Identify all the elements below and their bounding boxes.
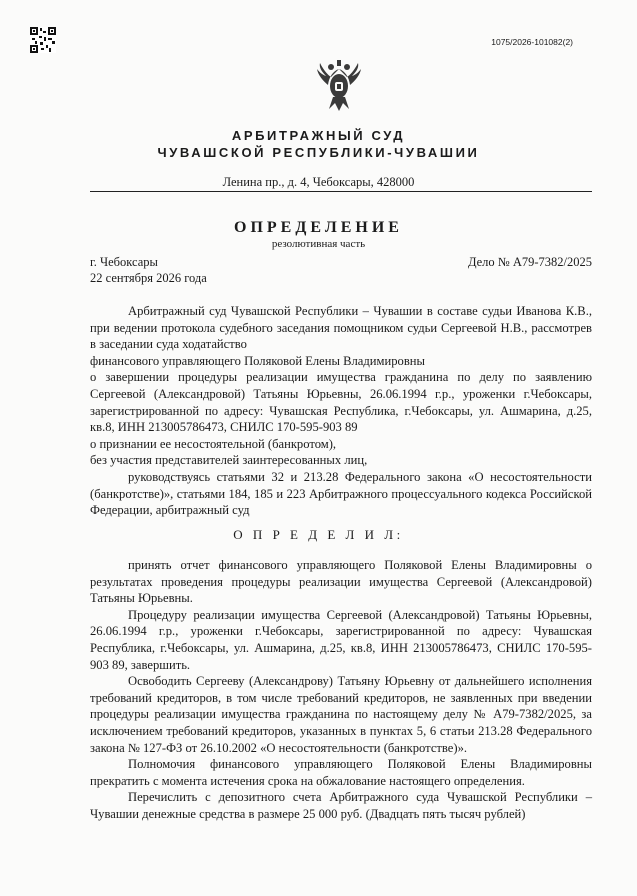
document-subtitle: резолютивная часть (271, 238, 366, 250)
intro-paragraph: финансового управляющего Поляковой Елены Владимировны (90, 353, 425, 368)
city: г. Чебоксары (90, 255, 158, 269)
intro-paragraph: о признании ее несостоятельной (банкротом), (90, 436, 337, 451)
court-address: Ленина пр., д. 4, Чебоксары, 428000 (222, 175, 415, 189)
decided-heading: О П Р Е Д Е Л И Л: (233, 527, 404, 542)
header-divider (90, 191, 592, 192)
qr-code-icon (30, 27, 56, 53)
intro-paragraph: Арбитражный суд Чувашской Республики – Чувашии в составе судьи Иванова К.В., при ведении протокола судебного заседания помощником судьи Сергеевой Н.В., рассмотрев в заседании суда ходатайство (90, 304, 592, 352)
ruling-paragraph: Перечислить с депозитного счета Арбитражного суда Чувашской Республики – Чувашии денежные средства в размере 25 000 руб. (Двадцать пять тысяч рублей) (90, 790, 592, 821)
coat-of-arms-icon (315, 59, 363, 113)
ruling-paragraph: Процедуру реализации имущества Сергеевой (Александровой) Татьяны Юрьевны, 26.06.1994 г.р., уроженки г.Чебоксары, зарегистрированной по адресу: Чувашская Республика, г.Чебоксары, ул. Ашмарина, д.25, кв.8, ИНН 213005786473, СНИЛС 170-595-903 89, завершить. (90, 607, 592, 672)
case-number: Дело № А79-7382/2025 (467, 255, 592, 269)
court-name-line2: ЧУВАШСКОЙ РЕСПУБЛИКИ-ЧУВАШИИ (157, 145, 480, 160)
document-title: ОПРЕДЕЛЕНИЕ (234, 219, 403, 236)
ruling-paragraph: принять отчет финансового управляющего Поляковой Елены Владимировны о результатах проведения процедуры реализации имущества Сергеевой (Александровой) Татьяны Юрьевны. (90, 558, 592, 606)
court-name-line1: АРБИТРАЖНЫЙ СУД (231, 128, 406, 143)
intro-paragraph: руководствуясь статьями 32 и 213.28 Федерального закона «О несостоятельности (банкротстве)», статьями 184, 185 и 223 Арбитражного процессуального кодекса Российской Федерации, арбитражный суд (90, 469, 592, 518)
intro-paragraph: без участия представителей заинтересованных лиц, (90, 453, 368, 468)
intro-paragraph: о завершении процедуры реализации имущества гражданина по делу по заявлению Сергеевой (Александровой) Татьяны Юрьевны, 26.06.1994 г.р., уроженки г.Чебоксары, зарегистрированной по адресу: Чувашская Республика, г.Чебоксары, ул. Ашмарина, д.25, кв.8, ИНН 213005786473, СНИЛС 170-595-903 89 (90, 370, 592, 435)
decision-date: 22 сентября 2026 года (90, 271, 207, 285)
ruling-paragraph: Освободить Сергееву (Александрову) Татьяну Юрьевну от дальнейшего исполнения требований кредиторов, в том числе требований кредиторов, не заявленных при введении процедуры реализации имущества гражданина по настоящему делу № А79-7382/2025, за исключением требований кредиторов, указанных в пунктах 5, 6 статьи 213.28 Федерального закона № 127-ФЗ от 26.10.2002 «О несостоятельности (банкротстве)». (90, 674, 592, 755)
rulings-section (90, 557, 592, 823)
ruling-paragraph: Полномочия финансового управляющего Поляковой Елены Владимировны прекратить с момента истечения срока на обжалование настоящего определения. (90, 757, 592, 788)
document-number: 1075/2026-101082(2) (491, 37, 573, 47)
intro-section (90, 303, 592, 519)
